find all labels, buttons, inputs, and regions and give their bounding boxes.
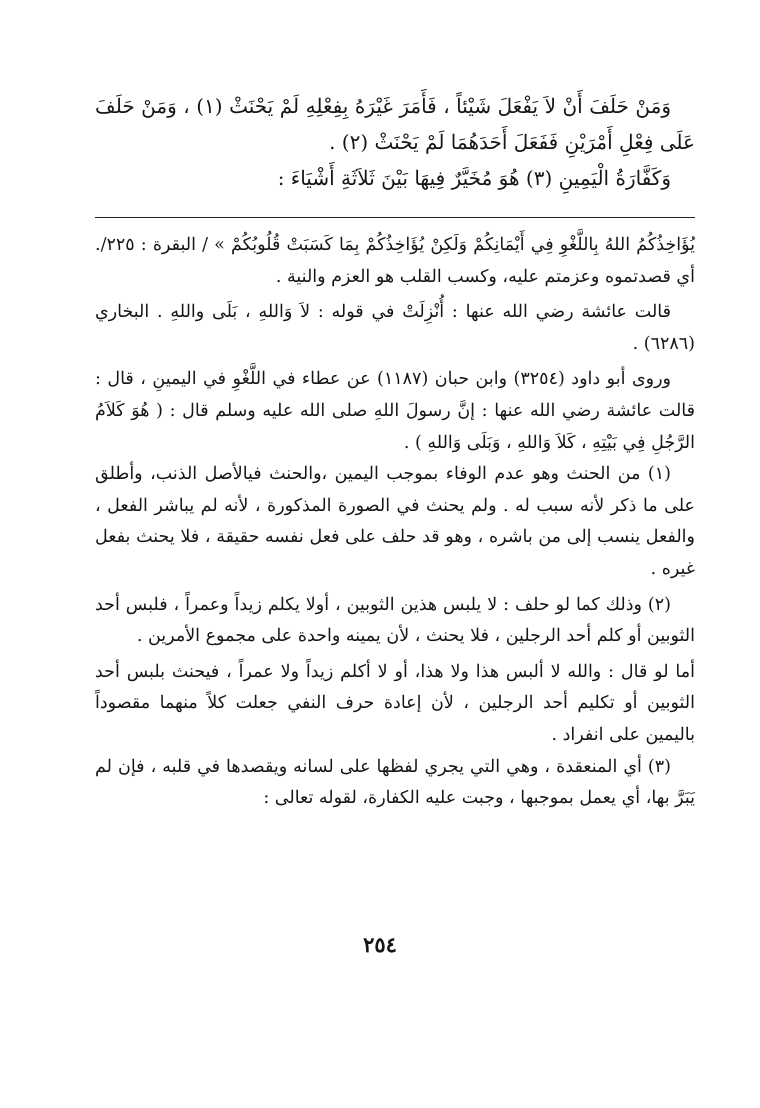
- footnote-2: (٢) وذلك كما لو حلف : لا يلبس هذين الثوبين ، أولا يكلم زيداً وعمراً ، فلبس أحد الثوبين أو كلم أحد الرجلين ، فلا يحنث ، لأن يمينه واحدة على مجموع الأمرين .: [95, 594, 695, 647]
- footnote-separator: [95, 217, 695, 218]
- footnotes: [95, 230, 695, 815]
- footnote-3: (٣) أي المنعقدة ، وهي التي يجري لفظها على لسانه ويقصدها في قلبه ، فإن لم يَبَرَّ بها، أي يعمل بموجبها ، وجبت عليه الكفارة، لقوله تعالى :: [95, 756, 695, 809]
- footnote-1: (١) من الحنث وهو عدم الوفاء بموجب اليمين ،والحنث فيالأصل الذنب، وأطلق على ما ذكر لأنه سبب له . ولم يحنث في الصورة المذكورة ، لأنه لم يباشر الفعل ، والفعل ينسب إلى من باشره ، وهو قد حلف على فعل نفسه حقيقة ، فلا يحنث بفعل غيره .: [95, 464, 695, 579]
- footnote-2-continuation: أما لو قال : والله لا ألبس هذا ولا هذا، أو لا أكلم زيداً ولا عمراً ، فيحنث بلبس أحد الثوبين أو تكليم أحد الرجلين ، لأن إعادة حرف النفي جعلت كلاً منهما مقصوداً باليمين على انفراد .: [95, 661, 695, 745]
- page-number: ٢٥٤: [363, 932, 397, 957]
- main-paragraph-2: وَكَفَّارَةُ الْيَمِينِ (٣) هُوَ مُخَيَّرٌ فِيهَا بَيْنَ ثَلاَثَةِ أَشْيَاءَ :: [277, 166, 671, 190]
- footnote-line-3: وروى أبو داود (٣٢٥٤) وابن حبان (١١٨٧) عن عطاء في اللَّغْوِ في اليمينِ ، قال : قالت عائشة رضي الله عنها : إنَّ رسولَ اللهِ صلى الله عليه وسلم قال : ( هُوَ كَلاَمُ الرَّجُلِ فِي بَيْتِهِ ، كَلاَ وَاللهِ ، وَبَلَى وَاللهِ ) .: [95, 369, 695, 453]
- page: [95, 88, 695, 815]
- main-text: [95, 88, 695, 196]
- footnote-line-2: قالت عائشة رضي الله عنها : أُنْزِلَتْ في قوله : لاَ وَاللهِ ، بَلَى واللهِ . البخاري (٦٢٨٦) .: [95, 302, 695, 354]
- footnote-line-1: يُؤَاخِذُكُمُ اللهُ بِاللَّغْوِ فِي أَيْمَانِكُمْ وَلَكِنْ يُؤَاخِذُكُمْ بِمَا كَسَبَتْ قُلُوبُكُمْ » / البقرة : ٢٢٥/. أي قصدتموه وعزمتم عليه، وكسب القلب هو العزم والنية .: [95, 235, 695, 287]
- main-paragraph-1: وَمَنْ حَلَفَ أَنْ لاَ يَفْعَلَ شَيْئاً ، فَأَمَرَ غَيْرَهُ بِفِعْلِهِ لَمْ يَحْنَثْ (١) ، وَمَنْ حَلَفَ عَلَى فِعْلِ أَمْرَيْنِ فَفَعَلَ أَحَدَهُمَا لَمْ يَحْنَثْ (٢) .: [95, 94, 695, 154]
